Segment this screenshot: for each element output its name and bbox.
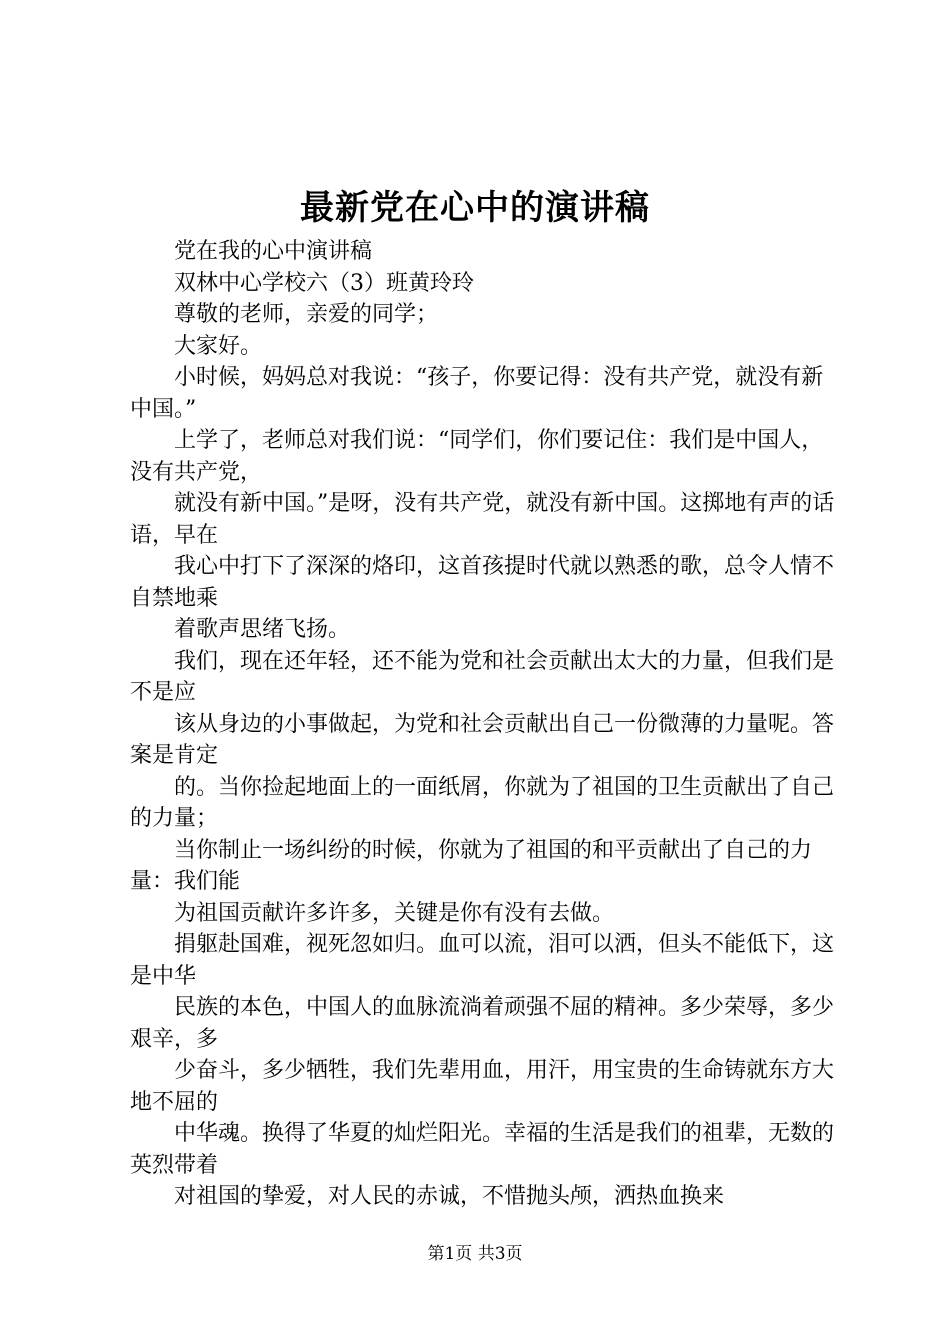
paragraph: 我们，现在还年轻，还不能为党和社会贡献出太大的力量，但我们是不是应 (130, 648, 835, 705)
paragraph: 当你制止一场纠纷的时候，你就为了祖国的和平贡献出了自己的力量：我们能 (130, 837, 813, 894)
paragraph: 该从身边的小事做起，为党和社会贡献出自己一份微薄的力量呢。答案是肯定 (130, 711, 835, 768)
paragraph: 上学了，老师总对我们说：“同学们，你们要记住：我们是中国人，没有共产党， (130, 428, 824, 485)
paragraph: 少奋斗，多少牺牲，我们先辈用血，用汗，用宝贵的生命铸就东方大地不屈的 (130, 1058, 835, 1115)
paragraph: 民族的本色，中国人的血脉流淌着顽强不屈的精神。多少荣辱，多少艰辛，多 (130, 995, 835, 1052)
paragraph: 的。当你捡起地面上的一面纸屑，你就为了祖国的卫生贡献出了自己的力量； (130, 774, 835, 831)
paragraph: 捐躯赴国难，视死忽如归。血可以流，泪可以洒，但头不能低下，这是中华 (130, 932, 835, 989)
page-footer: 第1页 共3页 (427, 1244, 523, 1264)
paragraph: 为祖国贡献许多许多，关键是你有没有去做。 (174, 900, 615, 926)
paragraph: 着歌声思绪飞扬。 (174, 617, 351, 642)
paragraph: 大家好。 (174, 333, 263, 359)
document-title: 最新党在心中的演讲稿 (300, 188, 650, 228)
paragraph: 小时候，妈妈总对我说：“孩子，你要记得：没有共产党，就没有新中国。” (130, 365, 824, 422)
paragraph: 党在我的心中演讲稿 (174, 239, 373, 264)
paragraph: 对祖国的挚爱，对人民的赤诚，不惜抛头颅，洒热血换来 (174, 1184, 725, 1209)
paragraph: 我心中打下了深深的烙印，这首孩提时代就以熟悉的歌，总令人情不自禁地乘 (130, 554, 835, 611)
paragraph: 就没有新中国。”是呀，没有共产党，就没有新中国。这掷地有声的话语，早在 (130, 491, 835, 548)
paragraph: 中华魂。换得了华夏的灿烂阳光。幸福的生活是我们的祖辈，无数的英烈带着 (130, 1121, 835, 1178)
paragraph: 双林中心学校六（3）班黄玲玲 (174, 270, 474, 296)
paragraph: 尊敬的老师，亲爱的同学； (174, 302, 439, 327)
document-body (130, 236, 835, 1213)
